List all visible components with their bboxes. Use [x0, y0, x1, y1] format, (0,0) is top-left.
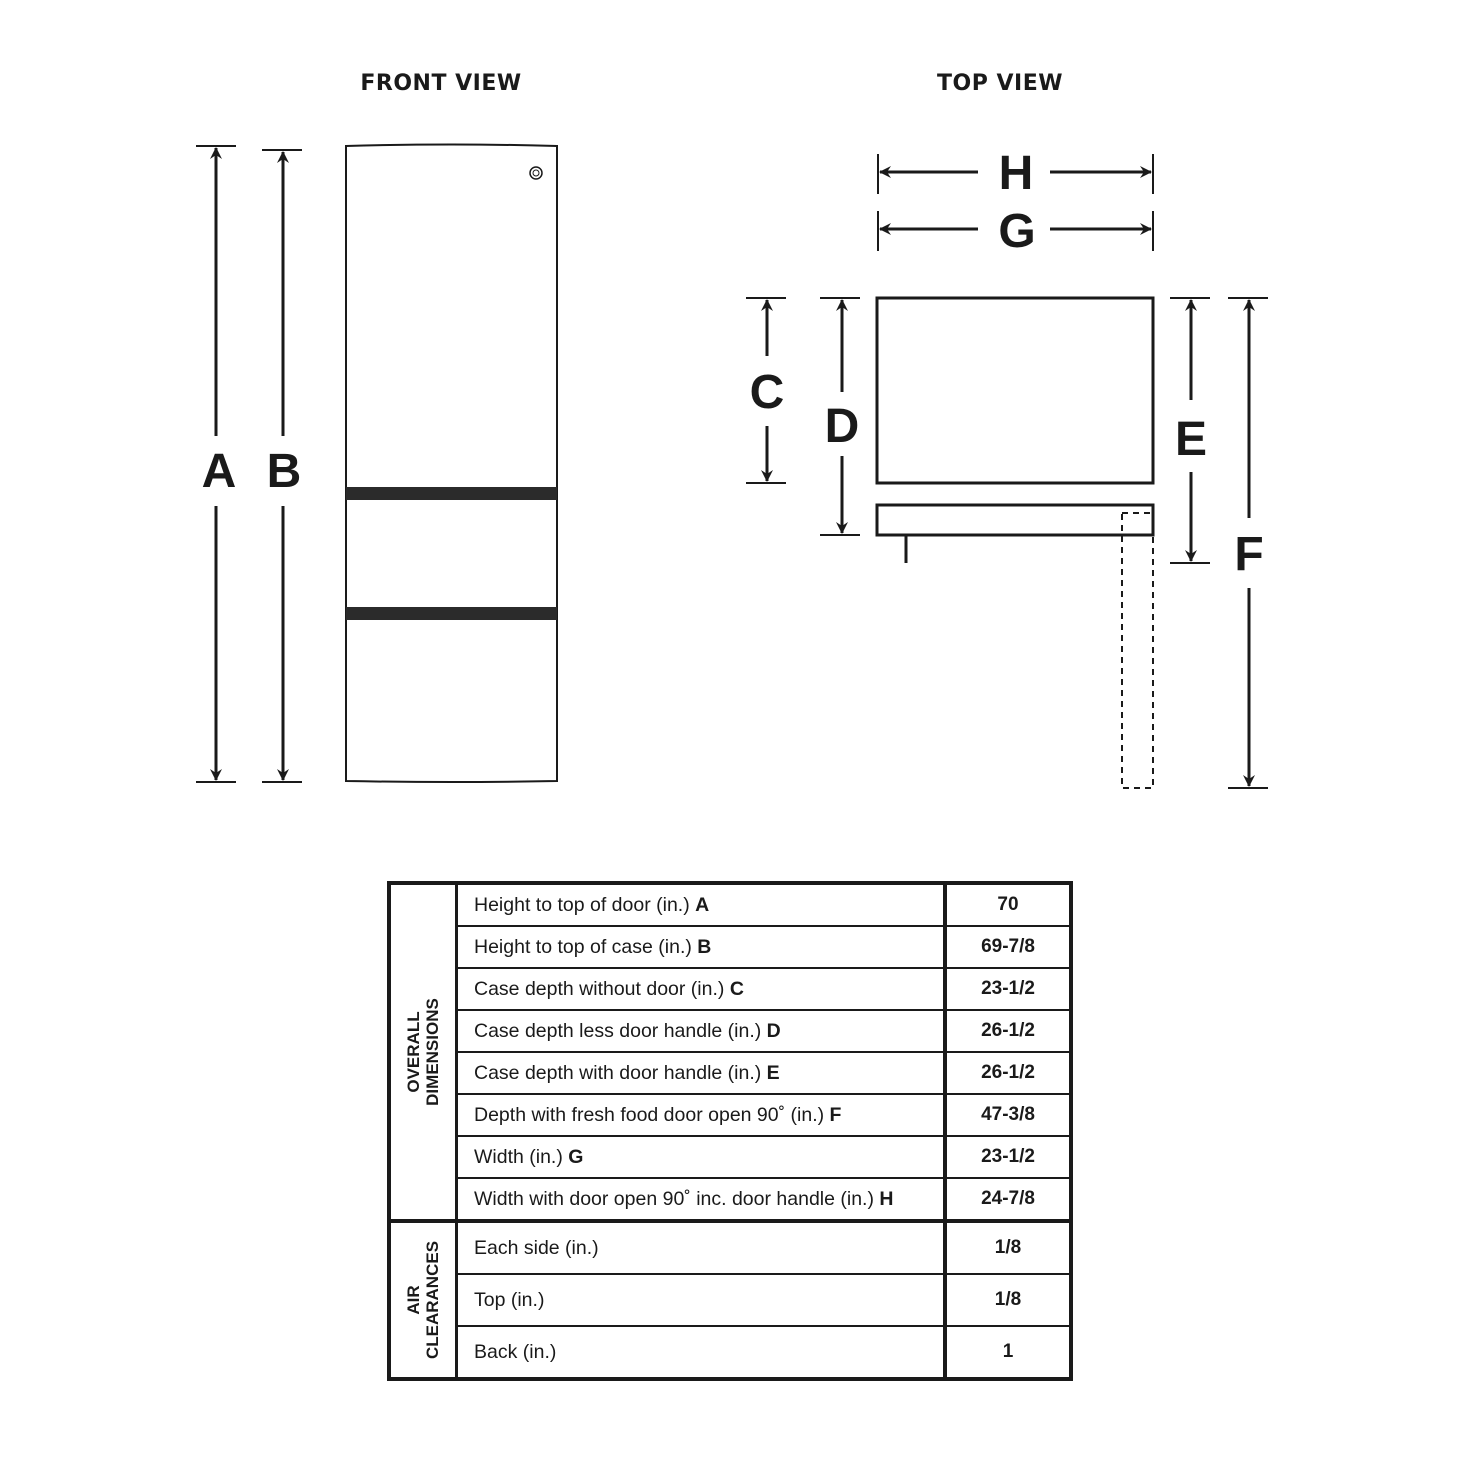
open-door-outline: [1122, 513, 1153, 788]
door-divider-lower: [346, 607, 557, 620]
table-row: [389, 1052, 1071, 1094]
refrigerator-front-outline: [346, 145, 557, 783]
table-row: [389, 1221, 1071, 1274]
refrigerator-case-top: [877, 298, 1153, 483]
dimension-label-c: C: [749, 366, 785, 419]
row-letter: D: [766, 1019, 781, 1042]
group-label-line: DIMENSIONS: [423, 998, 442, 1106]
row-value: 1: [945, 1326, 1071, 1379]
row-label: Case depth with door handle (in.) E: [457, 1052, 946, 1094]
row-label: Top (in.): [457, 1274, 946, 1326]
row-label: Height to top of case (in.) B: [457, 926, 946, 968]
row-letter: B: [697, 935, 712, 958]
table-row: [389, 1274, 1071, 1326]
ge-logo-icon: [530, 167, 542, 179]
table-row: [389, 1178, 1071, 1221]
row-label: Back (in.): [457, 1326, 946, 1379]
row-value: 1/8: [945, 1221, 1071, 1274]
row-letter: A: [695, 893, 710, 916]
row-value: 26-1/2: [945, 1010, 1071, 1052]
group-label-line: OVERALL: [404, 1011, 423, 1093]
table-row: [389, 1136, 1071, 1178]
row-label: Width with door open 90˚ inc. door handle (in.) H: [457, 1178, 946, 1221]
table-row: [389, 1326, 1071, 1379]
row-value: 23-1/2: [945, 968, 1071, 1010]
dimension-label-g: G: [998, 205, 1036, 258]
row-value: 47-3/8: [945, 1094, 1071, 1136]
row-letter: C: [729, 977, 744, 1000]
row-value: 69-7/8: [945, 926, 1071, 968]
row-label: Depth with fresh food door open 90˚ (in.) F: [457, 1094, 946, 1136]
front-view-title: FRONT VIEW: [360, 71, 522, 96]
group-label-air-clearances: [389, 1221, 457, 1379]
row-letter: F: [829, 1103, 842, 1126]
table-row: [389, 968, 1071, 1010]
row-letter: G: [568, 1145, 584, 1168]
row-value: 1/8: [945, 1274, 1071, 1326]
row-value: 23-1/2: [945, 1136, 1071, 1178]
table-row: [389, 926, 1071, 968]
table-row: [389, 883, 1071, 926]
row-label: Height to top of door (in.) A: [457, 883, 946, 926]
dimension-label-a: A: [201, 445, 237, 498]
dimension-label-f: F: [1234, 528, 1264, 581]
group-label-line: CLEARANCES: [423, 1240, 442, 1360]
group-label-line: AIR: [404, 1285, 423, 1315]
row-value: 70: [945, 883, 1071, 926]
row-label: Case depth without door (in.) C: [457, 968, 946, 1010]
row-label: Each side (in.): [457, 1221, 946, 1274]
row-label: Width (in.) G: [457, 1136, 946, 1178]
table-row: [389, 1094, 1071, 1136]
table-row: [389, 1010, 1071, 1052]
row-value: 24-7/8: [945, 1178, 1071, 1221]
row-value: 26-1/2: [945, 1052, 1071, 1094]
dimension-label-d: D: [824, 400, 860, 453]
row-letter: E: [766, 1061, 780, 1084]
door-divider-upper: [346, 487, 557, 500]
row-label: Case depth less door handle (in.) D: [457, 1010, 946, 1052]
dimensions-table: [387, 881, 1073, 1381]
row-letter: H: [879, 1187, 894, 1210]
front-view: [196, 145, 557, 783]
dimension-label-b: B: [266, 445, 302, 498]
refrigerator-door-top: [877, 505, 1153, 535]
group-label-overall-dimensions: [389, 883, 457, 1221]
dimension-label-e: E: [1174, 413, 1208, 466]
top-view-title: TOP VIEW: [937, 71, 1063, 96]
dimension-label-h: H: [998, 147, 1034, 200]
